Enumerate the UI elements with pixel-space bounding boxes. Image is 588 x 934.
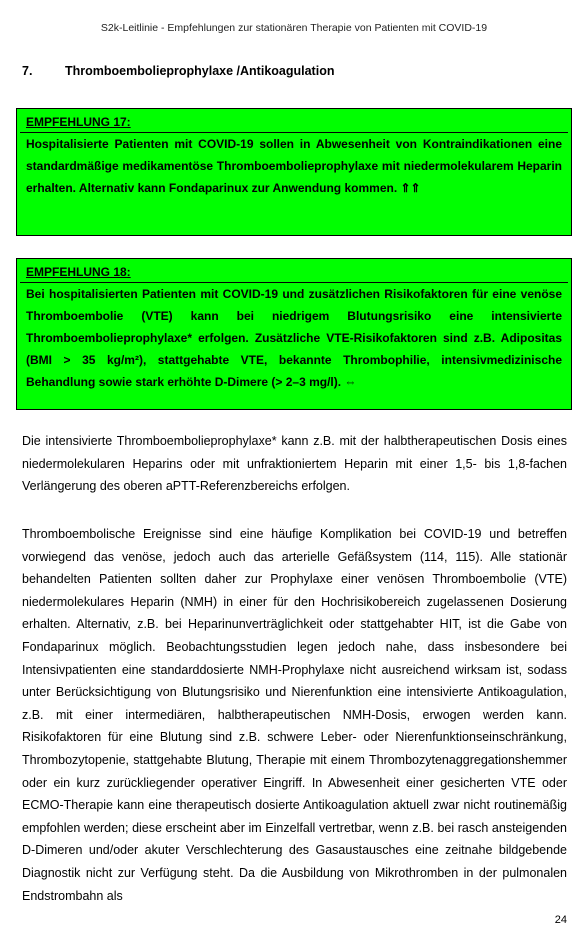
open-recommendation-arrow-icon: ⇔: [344, 375, 357, 389]
body-paragraph: Die intensivierte Thromboembolieprophylaxe* kann z.B. mit der halbtherapeutischen Dosis eines niedermolekularen Heparins oder mit unfraktioniertem Heparin mit einer 1,5- bis 1,8-fachen Verlängerung des oberen aPTT-Referenzbereichs erfolgen.: [22, 434, 567, 494]
section-title: Thromboembolieprophylaxe /Antikoagulation: [65, 64, 335, 78]
recommendation-body: Bei hospitalisierten Patienten mit COVID-19 und zusätzlichen Risikofaktoren für eine venöse Thromboembolie (VTE) kann bei niedrigem Blutungsrisiko eine intensivierte Thromboembolieprophylaxe* erfolgen. Zusätzliche VTE-Risikofaktoren sind z.B. Adipositas (BMI > 35 kg/m²), stattgehabte VTE, bekannte Thrombophilie, intensivmedizinische Behandlung sowie stark erhöhte D-Dimere (> 2–3 mg/l).: [26, 287, 562, 389]
section-heading: [22, 64, 334, 78]
recommendation-text: [20, 133, 568, 201]
recommendation-body: Hospitalisierte Patienten mit COVID-19 sollen in Abwesenheit von Kontraindikationen eine standardmäßige medikamentöse Thromboembolieprophylaxe mit niedermolekularem Heparin erhalten. Alternativ kann Fondaparinux zur Anwendung kommen.: [26, 137, 562, 195]
strong-recommendation-arrows-icon: ⇑⇑: [400, 181, 421, 195]
recommendation-title: EMPFEHLUNG 17:: [20, 112, 568, 133]
page-number: 24: [554, 914, 567, 926]
section-number: 7.: [22, 64, 33, 78]
body-paragraph: Thromboembolische Ereignisse sind eine häufige Komplikation bei COVID-19 und betreffen vorwiegend das venöse, jedoch auch das arterielle Gefäßsystem (114, 115). Alle stationär behandelten Patienten sollten daher zur Prophylaxe einer venösen Thromboembolie (VTE) niedermolekulares Heparin (NMH) in einer für den Hochrisikobereich zugelassenen Dosierung erhalten. Alternativ, z.B. bei Heparinunverträglichkeit oder stattgehabter HIT, ist die Gabe von Fondaparinux möglich. Beobachtungsstudien legen jedoch nahe, dass insbesondere bei Intensivpatienten eine standarddosierte NMH-Prophylaxe nicht ausreichend wirksam ist, sodass unter Berücksichtigung von Blutungsrisiko und Nierenfunktion eine intensivierte Antikoagulation, z.B. mit einer intermediären, halbtherapeutischen NMH-Dosis, erwogen werden kann. Risikofaktoren für eine Blutung sind z.B. schwere Leber- oder Nierenfunktionseinschränkung, Thrombozytopenie, stattgehabte Blutung, Therapie mit einem Thrombozytenaggregationshemmer oder ein kurz zurückliegender operativer Eingriff. In Abwesenheit einer gesicherten VTE oder ECMO-Therapie kann eine therapeutisch dosierte Antikoagulation aktuell zwar nicht routinemäßig empfohlen werden; diese erscheint aber im Einzelfall vertretbar, wenn z.B. bei rasch ansteigenden D-Dimeren und/oder akuter Verschlechterung des Gasaustausches eine zeitnahe bildgebende Diagnostik nicht zur Verfügung steht. Da die Ausbildung von Mikrothromben in der pulmonalen Endstrombahn als: [22, 527, 567, 903]
recommendation-text: [20, 283, 568, 395]
recommendation-box-18: [16, 258, 572, 410]
running-header: S2k-Leitlinie - Empfehlungen zur stationären Therapie von Patienten mit COVID-19: [100, 22, 488, 34]
recommendation-title: EMPFEHLUNG 18:: [20, 262, 568, 283]
recommendation-box-17: [16, 108, 572, 236]
